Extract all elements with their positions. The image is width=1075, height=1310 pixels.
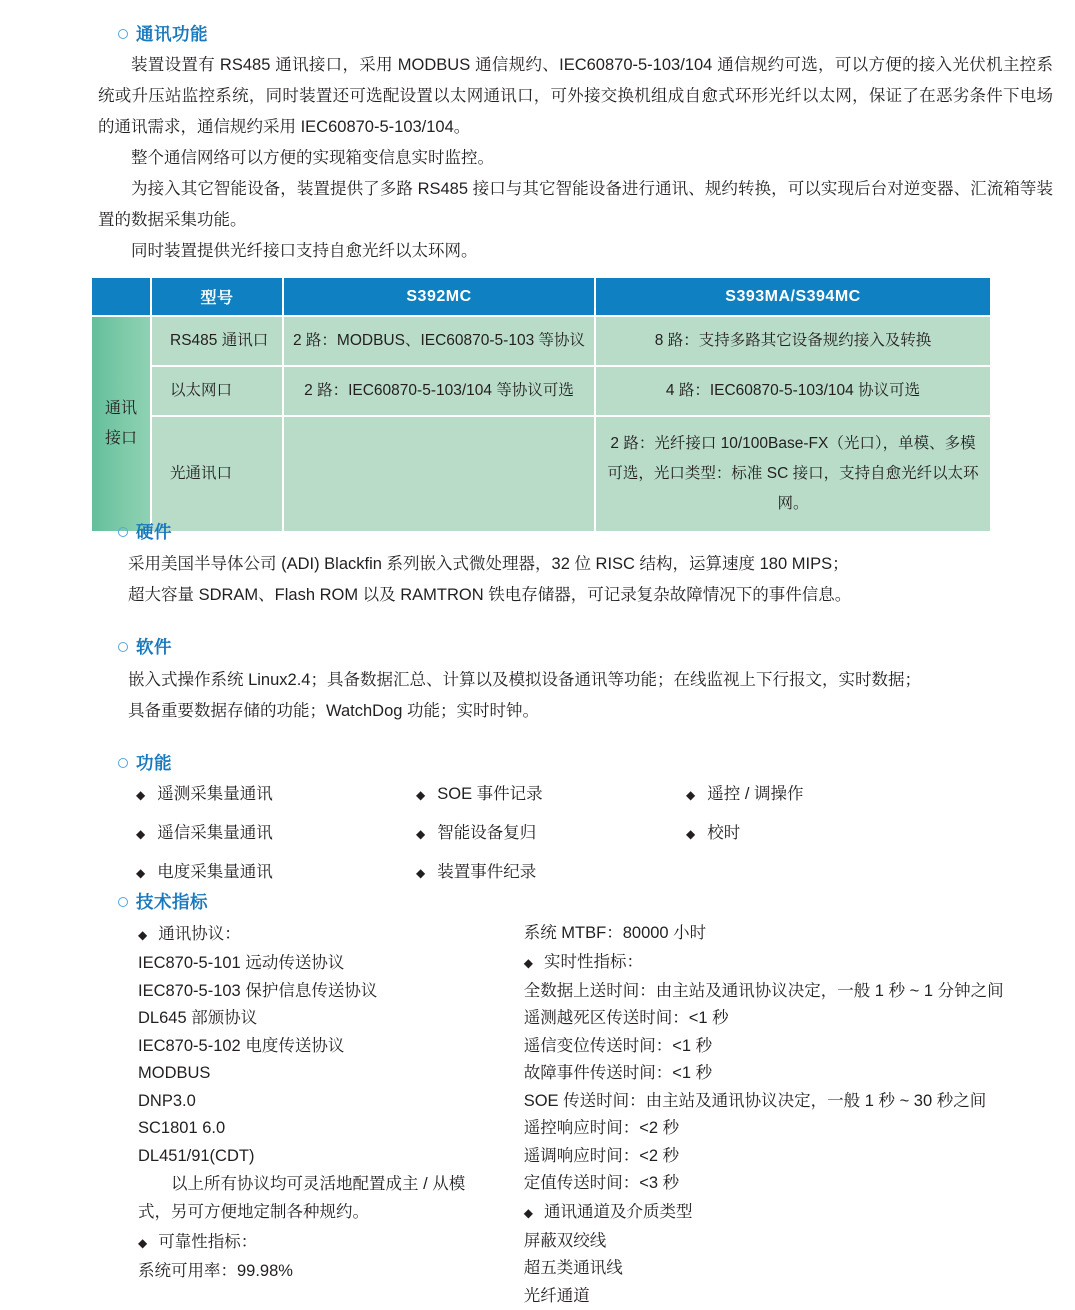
section-heading-label: 通讯功能 xyxy=(136,21,208,46)
realtime-line: 全数据上送时间：由主站及通讯协议决定，一般 1 秒 ~ 1 分钟之间 xyxy=(524,978,1038,1006)
tech-columns xyxy=(138,920,1038,1310)
channel-line: 光纤通道 xyxy=(524,1283,1038,1310)
protocol-note: 以上所有协议均可灵活地配置成主 / 从模式，另可方便地定制各种规约。 xyxy=(138,1170,468,1226)
list-item-label: 智能设备复归 xyxy=(437,817,536,849)
list-item xyxy=(136,778,416,811)
list-item xyxy=(416,778,686,811)
realtime-line: 遥调响应时间：<2 秒 xyxy=(524,1143,1038,1171)
section-software xyxy=(118,634,172,659)
diamond-bullet-icon: ◆ xyxy=(138,921,147,950)
list-item xyxy=(686,817,1006,850)
hardware-line: 采用美国半导体公司 (ADI) Blackfin 系列嵌入式微处理器，32 位 RISC 结构，运算速度 180 MIPS； xyxy=(128,549,1028,580)
section-heading-software xyxy=(118,634,172,659)
tech-bullet-label: 实时性指标： xyxy=(544,948,643,977)
functions-bullet-grid xyxy=(136,778,1006,889)
realtime-line: 遥控响应时间：<2 秒 xyxy=(524,1115,1038,1143)
realtime-line: SOE 传送时间：由主站及通讯协议决定，一般 1 秒 ~ 30 秒之间 xyxy=(524,1088,1038,1116)
diamond-bullet-icon: ◆ xyxy=(524,1199,533,1228)
hardware-body xyxy=(128,549,1028,611)
protocol-line: IEC870-5-103 保护信息传送协议 xyxy=(138,978,524,1006)
realtime-line: 故障事件传送时间：<1 秒 xyxy=(524,1060,1038,1088)
spec-table xyxy=(90,276,992,533)
protocol-line: IEC870-5-101 远动传送协议 xyxy=(138,950,524,978)
protocol-line: SC1801 6.0 xyxy=(138,1115,524,1143)
list-item-label: 装置事件纪录 xyxy=(437,856,536,888)
table-row xyxy=(92,317,990,365)
table-cell-s392 xyxy=(284,417,594,531)
communication-paragraphs xyxy=(98,50,1053,267)
diamond-bullet-icon: ◆ xyxy=(686,779,695,811)
table-cell-s393: 2 路：光纤接口 10/100Base-FX（光口），单模、多模可选，光口类型：标准 SC 接口，支持自愈光纤以太环网。 xyxy=(596,417,990,531)
ring-bullet-icon xyxy=(118,642,128,652)
section-heading-hardware xyxy=(118,519,172,544)
section-functions xyxy=(118,750,172,775)
diamond-bullet-icon: ◆ xyxy=(136,857,145,889)
hardware-line: 超大容量 SDRAM、Flash ROM 以及 RAMTRON 铁电存储器，可记录复杂故障情况下的事件信息。 xyxy=(128,580,1028,611)
tech-bullet-protocol xyxy=(138,920,524,950)
tech-bullet-channel xyxy=(524,1198,1038,1228)
paragraph: 为接入其它智能设备，装置提供了多路 RS485 接口与其它智能设备进行通讯、规约转换，可以实现后台对逆变器、汇流箱等装置的数据采集功能。 xyxy=(98,174,1053,236)
section-hardware xyxy=(118,519,172,544)
protocol-line: DL645 部颁协议 xyxy=(138,1005,524,1033)
ring-bullet-icon xyxy=(118,758,128,768)
table-cell-row-name: 以太网口 xyxy=(152,367,282,415)
side-label-line: 接口 xyxy=(93,424,149,454)
list-item xyxy=(136,856,416,889)
diamond-bullet-icon: ◆ xyxy=(136,818,145,850)
tech-bullet-realtime xyxy=(524,948,1038,978)
list-item-label: 遥测采集量通讯 xyxy=(157,778,273,810)
list-item-label: 遥控 / 调操作 xyxy=(707,778,803,810)
section-heading-label: 软件 xyxy=(136,634,172,659)
section-heading-functions xyxy=(118,750,172,775)
tech-bullet-label: 通讯通道及介质类型 xyxy=(544,1198,693,1227)
protocol-line: DL451/91(CDT) xyxy=(138,1143,524,1171)
section-tech xyxy=(118,889,208,914)
diamond-bullet-icon: ◆ xyxy=(686,818,695,850)
list-item-label: 电度采集量通讯 xyxy=(157,856,273,888)
tech-bullet-reliability xyxy=(138,1228,524,1258)
diamond-bullet-icon: ◆ xyxy=(416,779,425,811)
table-cell-s393: 8 路：支持多路其它设备规约接入及转换 xyxy=(596,317,990,365)
list-item xyxy=(416,856,686,889)
protocol-line: IEC870-5-102 电度传送协议 xyxy=(138,1033,524,1061)
protocol-line: DNP3.0 xyxy=(138,1088,524,1116)
spec-table-wrapper xyxy=(90,276,992,533)
realtime-line: 遥信变位传送时间：<1 秒 xyxy=(524,1033,1038,1061)
section-communication xyxy=(118,21,998,46)
table-header-blank xyxy=(92,278,150,315)
table-header-model: 型号 xyxy=(152,278,282,315)
list-item xyxy=(416,817,686,850)
section-heading-label: 技术指标 xyxy=(136,889,208,914)
paragraph: 整个通信网络可以方便的实现箱变信息实时监控。 xyxy=(98,143,1053,174)
table-header-s392mc: S392MC xyxy=(284,278,594,315)
software-body xyxy=(128,665,1028,727)
section-heading-label: 硬件 xyxy=(136,519,172,544)
reliability-line: 系统可用率：99.98% xyxy=(138,1258,524,1286)
ring-bullet-icon xyxy=(118,897,128,907)
protocol-line: MODBUS xyxy=(138,1060,524,1088)
channel-line: 超五类通讯线 xyxy=(524,1255,1038,1283)
realtime-line: 定值传送时间：<3 秒 xyxy=(524,1170,1038,1198)
list-item-empty xyxy=(686,856,1006,889)
list-item-label: SOE 事件记录 xyxy=(437,778,542,810)
table-cell-s392: 2 路：IEC60870-5-103/104 等协议可选 xyxy=(284,367,594,415)
diamond-bullet-icon: ◆ xyxy=(138,1229,147,1258)
table-header-s393ma-s394mc: S393MA/S394MC xyxy=(596,278,990,315)
tech-right-column xyxy=(524,920,1038,1310)
tech-left-column xyxy=(138,920,524,1310)
table-side-label xyxy=(92,317,150,531)
diamond-bullet-icon: ◆ xyxy=(416,857,425,889)
section-heading-tech xyxy=(118,889,208,914)
list-item-label: 遥信采集量通讯 xyxy=(157,817,273,849)
diamond-bullet-icon: ◆ xyxy=(416,818,425,850)
table-cell-row-name: 光通讯口 xyxy=(152,417,282,531)
list-item-label: 校时 xyxy=(707,817,740,849)
section-heading-communication xyxy=(118,21,998,46)
diamond-bullet-icon: ◆ xyxy=(524,949,533,978)
tech-bullet-label: 可靠性指标： xyxy=(158,1228,257,1257)
ring-bullet-icon xyxy=(118,527,128,537)
mtbf-line: 系统 MTBF：80000 小时 xyxy=(524,920,1038,948)
ring-bullet-icon xyxy=(118,29,128,39)
side-label-line: 通讯 xyxy=(93,394,149,424)
table-header-row xyxy=(92,278,990,315)
table-row xyxy=(92,367,990,415)
section-heading-label: 功能 xyxy=(136,750,172,775)
software-line: 嵌入式操作系统 Linux2.4；具备数据汇总、计算以及模拟设备通讯等功能；在线监视上下行报文，实时数据； xyxy=(128,665,1028,696)
table-cell-s393: 4 路：IEC60870-5-103/104 协议可选 xyxy=(596,367,990,415)
paragraph: 同时装置提供光纤接口支持自愈光纤以太环网。 xyxy=(98,236,1053,267)
realtime-line: 遥测越死区传送时间：<1 秒 xyxy=(524,1005,1038,1033)
table-cell-row-name: RS485 通讯口 xyxy=(152,317,282,365)
table-cell-s392: 2 路：MODBUS、IEC60870-5-103 等协议 xyxy=(284,317,594,365)
channel-line: 屏蔽双绞线 xyxy=(524,1228,1038,1256)
list-item xyxy=(686,778,1006,811)
table-row xyxy=(92,417,990,531)
paragraph: 装置设置有 RS485 通讯接口，采用 MODBUS 通信规约、IEC60870-5-103/104 通信规约可选，可以方便的接入光伏机主控系统或升压站监控系统，同时装置还可选配设置以太网通讯口，可外接交换机组成自愈式环形光纤以太网，保证了在恶劣条件下电场的通讯需求，通信规约采用 IEC60870-5-103/104。 xyxy=(98,50,1053,143)
software-line: 具备重要数据存储的功能；WatchDog 功能；实时时钟。 xyxy=(128,696,1028,727)
list-item xyxy=(136,817,416,850)
diamond-bullet-icon: ◆ xyxy=(136,779,145,811)
tech-bullet-label: 通讯协议： xyxy=(158,920,241,949)
